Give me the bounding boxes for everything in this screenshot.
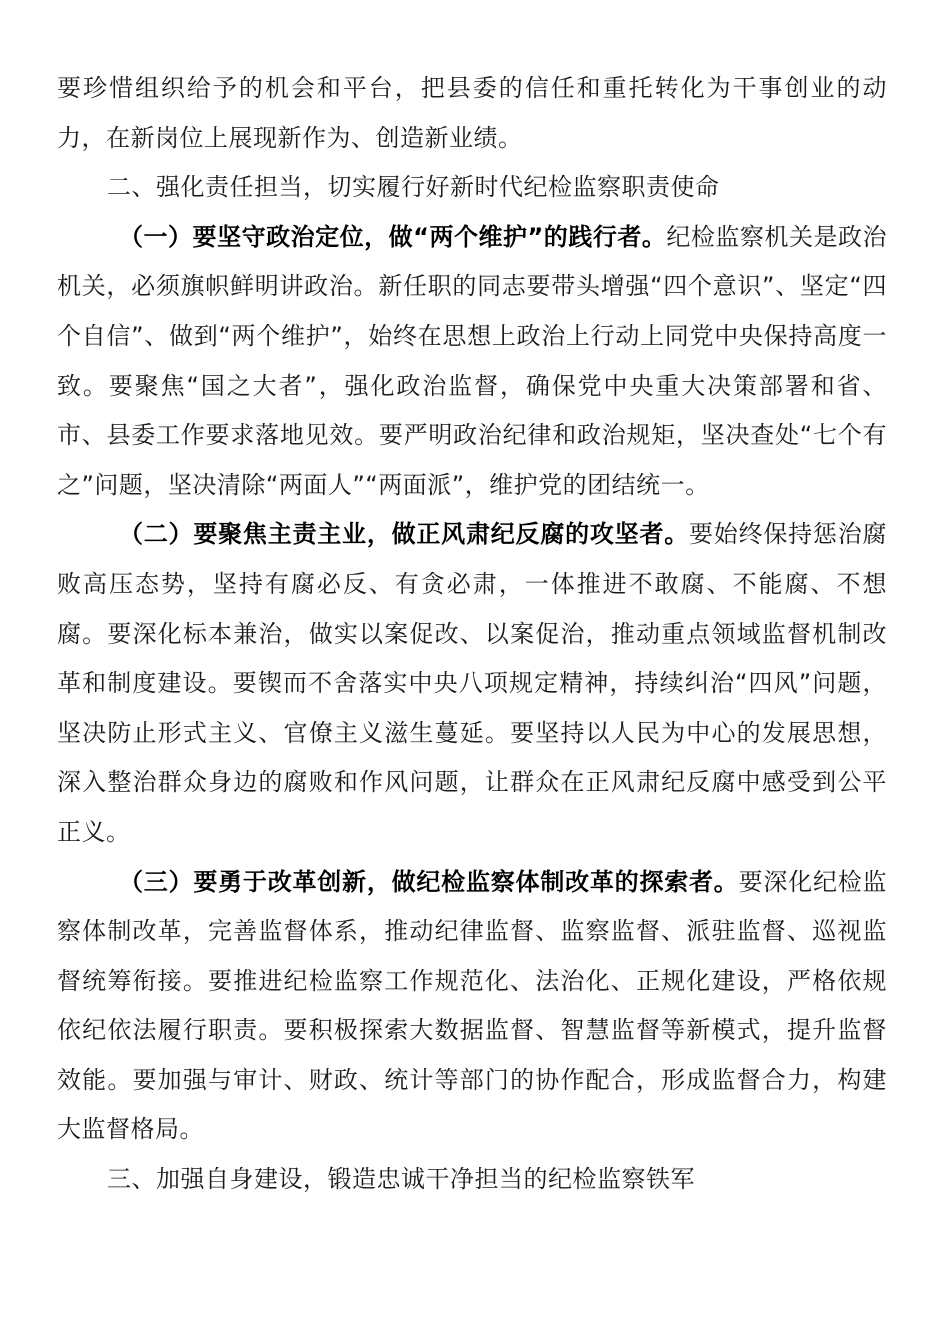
subsection-1 xyxy=(57,213,887,511)
subsection-1-body: 纪检监察机关是政治机关，必须旗帜鲜明讲政治。新任职的同志要带头增强“四个意识”、坚定“四个自信”、做到“两个维护”，始终在思想上政治上行动上同党中央保持高度一致。要聚焦“国之大者”，强化政治监督，确保党中央重大决策部署和省、市、县委工作要求落地见效。要严明政治纪律和政治规矩，坚决查处“七个有之”问题，坚决清除“两面人”“两面派”，维护党的团结统一。 xyxy=(57,222,888,499)
section-heading-3: 三、加强自身建设，锻造忠诚干净担当的纪检监察铁军 xyxy=(107,1165,695,1194)
subsection-2-heading: （二）要聚焦主责主业，做正风肃纪反腐的攻坚者。 xyxy=(119,520,690,549)
subsection-1-heading: （一）要坚守政治定位，做“两个维护”的践行者。 xyxy=(119,222,667,251)
document-page xyxy=(57,64,887,1205)
section-heading-2: 二、强化责任担当，切实履行好新时代纪检监察职责使命 xyxy=(107,173,720,202)
subsection-3-heading: （三）要勇于改革创新，做纪检监察体制改革的探索者。 xyxy=(119,867,739,896)
subsection-2 xyxy=(57,510,887,857)
paragraph-intro: 要珍惜组织给予的机会和平台，把县委的信任和重托转化为干事创业的动力，在新岗位上展现新作为、创造新业绩。 xyxy=(57,74,887,152)
subsection-3 xyxy=(57,858,887,1156)
subsection-2-body: 要始终保持惩治腐败高压态势，坚持有腐必反、有贪必肃，一体推进不敢腐、不能腐、不想腐。要深化标本兼治，做实以案促改、以案促治，推动重点领域监督机制改革和制度建设。要锲而不舍落实中央八项规定精神，持续纠治“四风”问题，坚决防止形式主义、官僚主义滋生蔓延。要坚持以人民为中心的发展思想，深入整治群众身边的腐败和作风问题，让群众在正风肃纪反腐中感受到公平正义。 xyxy=(57,520,887,846)
subsection-3-body: 要深化纪检监察体制改革，完善监督体系，推动纪律监督、监察监督、派驻监督、巡视监督统筹衔接。要推进纪检监察工作规范化、法治化、正规化建设，严格依规依纪依法履行职责。要积极探索大数据监督、智慧监督等新模式，提升监督效能。要加强与审计、财政、统计等部门的协作配合，形成监督合力，构建大监督格局。 xyxy=(57,867,888,1144)
